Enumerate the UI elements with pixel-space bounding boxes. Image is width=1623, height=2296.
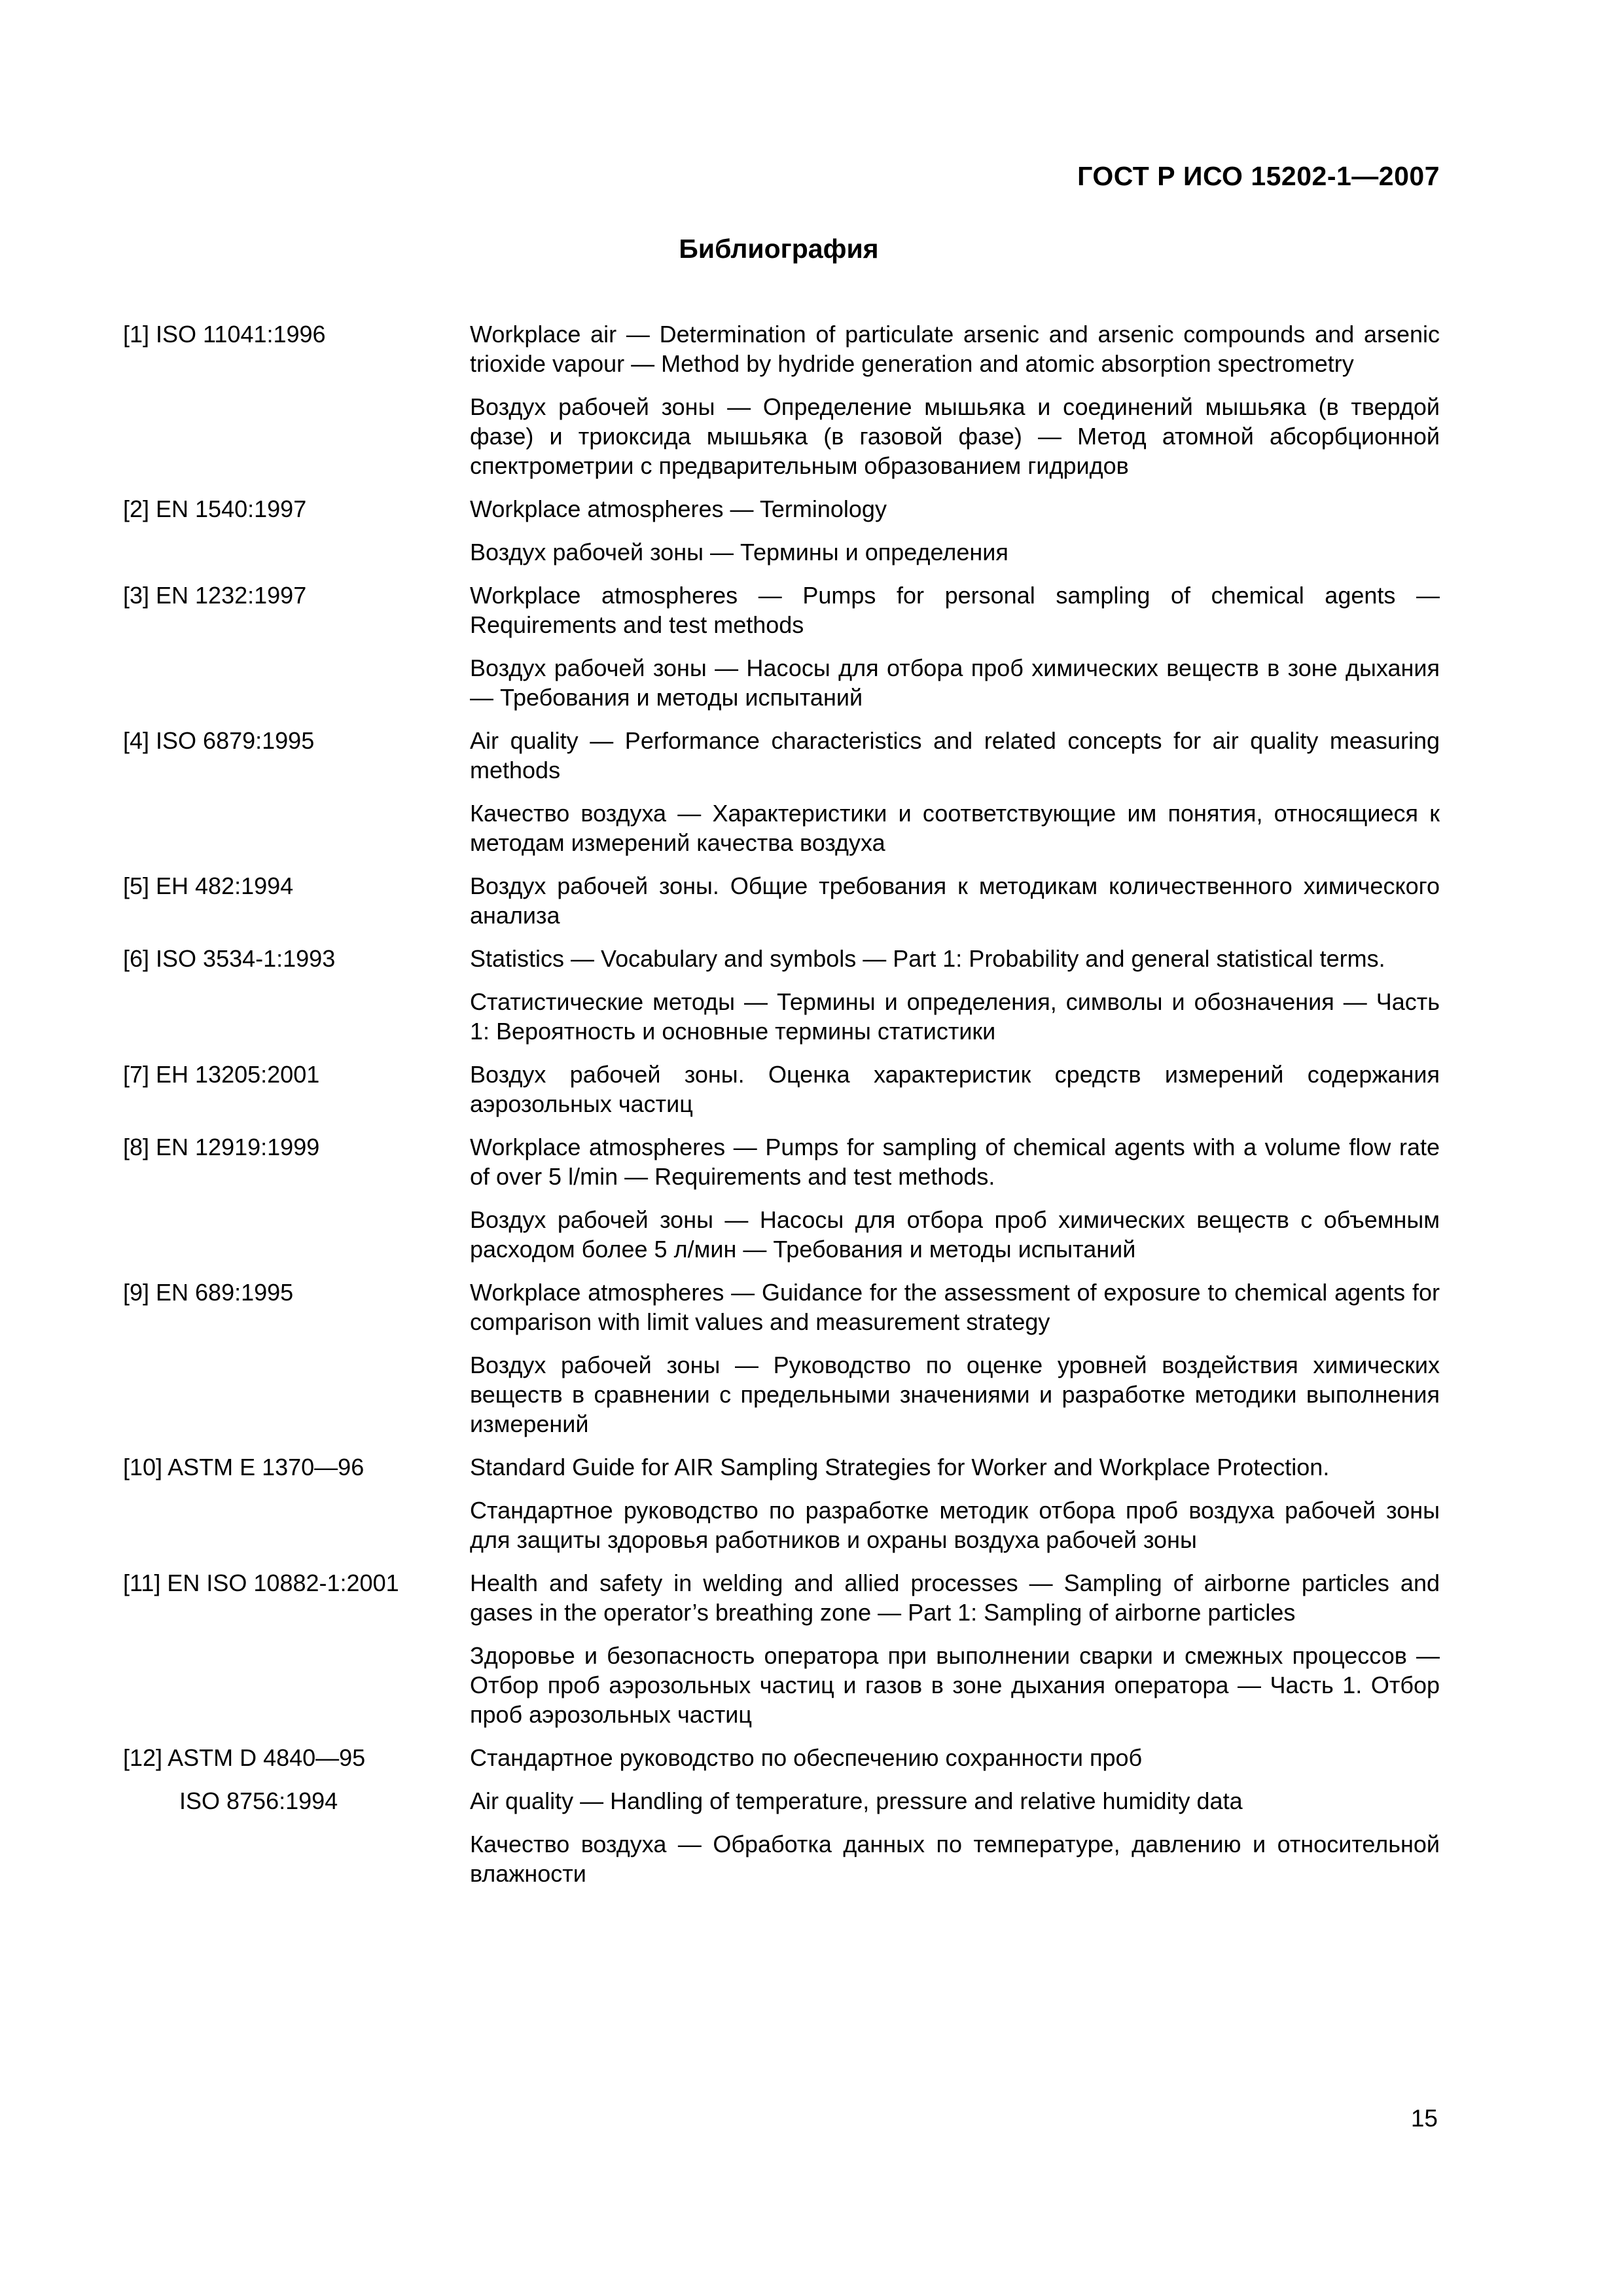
reference-titles <box>470 1278 1440 1439</box>
reference-title-translation: Воздух рабочей зоны — Руководство по оценке уровней воздействия химических веществ в сравнении с предельными значениями и разработке методики выполнения измерений <box>470 1352 1440 1437</box>
reference-number: [5] ЕН 482:1994 <box>123 872 294 899</box>
reference-number: [1] ISO 11041:1996 <box>123 321 326 348</box>
reference-entry <box>123 1786 1440 1888</box>
reference-title-translation: Качество воздуха — Характеристики и соответствующие им понятия, относящиеся к методам измерений качества воздуха <box>470 800 1440 856</box>
reference-title: Workplace atmospheres — Pumps for personal sampling of chemical agents — Requirements and test methods <box>470 582 1440 638</box>
reference-entry <box>123 1060 1440 1119</box>
reference-titles <box>470 1452 1440 1554</box>
reference-number: [4] ISO 6879:1995 <box>123 727 315 754</box>
reference-titles <box>470 1060 1440 1119</box>
reference-number: [8] EN 12919:1999 <box>123 1134 320 1160</box>
reference-titles <box>470 1568 1440 1729</box>
reference-entry <box>123 726 1440 857</box>
reference-title-translation: Качество воздуха — Обработка данных по температуре, давлению и относительной влажности <box>470 1831 1440 1887</box>
reference-titles <box>470 581 1440 712</box>
reference-title-translation: Воздух рабочей зоны — Насосы для отбора проб химических веществ с объемным расходом более 5 л/мин — Требования и методы испытаний <box>470 1206 1440 1263</box>
bibliography-list <box>123 319 1440 1902</box>
reference-title: Standard Guide for AIR Sampling Strategies for Worker and Workplace Protection. <box>470 1454 1330 1480</box>
reference-number: ISO 8756:1994 <box>179 1787 338 1814</box>
reference-title-translation: Стандартное руководство по разработке методик отбора проб воздуха рабочей зоны для защиты здоровья работников и охраны воздуха рабочей зоны <box>470 1497 1440 1553</box>
reference-title: Workplace atmospheres — Guidance for the assessment of exposure to chemical agents for comparison with limit values and measurement strategy <box>470 1279 1440 1335</box>
reference-number: [2] EN 1540:1997 <box>123 495 307 522</box>
reference-title: Health and safety in welding and allied processes — Sampling of airborne particles and gases in the operator’s breathing zone — Part 1: Sampling of airborne particles <box>470 1570 1440 1626</box>
reference-number: [9] EN 689:1995 <box>123 1279 294 1306</box>
reference-title: Workplace atmospheres — Pumps for sampling of chemical agents with a volume flow rate of over 5 l/min — Requirements and test methods. <box>470 1134 1440 1190</box>
reference-titles <box>470 944 1440 1046</box>
reference-title: Workplace atmospheres — Terminology <box>470 495 887 522</box>
reference-title: Воздух рабочей зоны. Общие требования к методикам количественного химического анализа <box>470 872 1440 929</box>
reference-title-translation: Здоровье и безопасность оператора при выполнении сварки и смежных процессов — Отбор проб аэрозольных частиц и газов в зоне дыхания оператора — Часть 1. Отбор проб аэрозольных частиц <box>470 1642 1440 1728</box>
reference-title: Statistics — Vocabulary and symbols — Part 1: Probability and general statistical terms. <box>470 945 1385 972</box>
reference-entry <box>123 319 1440 480</box>
reference-titles <box>470 1786 1440 1888</box>
reference-titles <box>470 1132 1440 1264</box>
page-number: 15 <box>1410 2105 1438 2132</box>
reference-title: Workplace air — Determination of particulate arsenic and arsenic compounds and arsenic trioxide vapour — Method by hydride generation and atomic absorption spectrometry <box>470 321 1440 377</box>
reference-titles <box>470 726 1440 857</box>
reference-title: Воздух рабочей зоны. Оценка характеристик средств измерений содержания аэрозольных частиц <box>470 1061 1440 1117</box>
reference-number: [6] ISO 3534-1:1993 <box>123 945 336 972</box>
reference-entry <box>123 581 1440 712</box>
reference-number: [3] EN 1232:1997 <box>123 582 307 609</box>
reference-number: [11] EN ISO 10882-1:2001 <box>123 1570 399 1596</box>
reference-title-translation: Воздух рабочей зоны — Определение мышьяка и соединений мышьяка (в твердой фазе) и триоксида мышьяка (в газовой фазе) — Метод атомной абсорбционной спектрометрии с предварительным образованием гидридов <box>470 393 1440 479</box>
reference-titles <box>470 1743 1440 1772</box>
reference-entry <box>123 494 1440 567</box>
page-title: Библиография <box>679 234 879 264</box>
reference-title-translation: Статистические методы — Термины и определения, символы и обозначения — Часть 1: Вероятность и основные термины статистики <box>470 988 1440 1045</box>
reference-titles <box>470 319 1440 480</box>
reference-entry <box>123 944 1440 1046</box>
reference-title-translation: Воздух рабочей зоны — Термины и определения <box>470 539 1008 565</box>
reference-title-translation: Воздух рабочей зоны — Насосы для отбора проб химических веществ в зоне дыхания — Требования и методы испытаний <box>470 655 1440 711</box>
reference-entry <box>123 1568 1440 1729</box>
reference-number: [12] ASTM D 4840—95 <box>123 1744 366 1771</box>
reference-number: [10] ASTM E 1370—96 <box>123 1454 365 1480</box>
reference-titles <box>470 494 1440 567</box>
reference-entry <box>123 1743 1440 1772</box>
reference-title: Air quality — Performance characteristics and related concepts for air quality measuring methods <box>470 727 1440 783</box>
reference-titles <box>470 871 1440 930</box>
reference-number: [7] ЕН 13205:2001 <box>123 1061 320 1088</box>
reference-entry <box>123 871 1440 930</box>
reference-entry <box>123 1452 1440 1554</box>
reference-entry <box>123 1278 1440 1439</box>
reference-entry <box>123 1132 1440 1264</box>
reference-title: Стандартное руководство по обеспечению сохранности проб <box>470 1744 1143 1771</box>
reference-title: Air quality — Handling of temperature, pressure and relative humidity data <box>470 1787 1243 1814</box>
standard-code: ГОСТ Р ИСО 15202-1—2007 <box>1077 161 1440 191</box>
